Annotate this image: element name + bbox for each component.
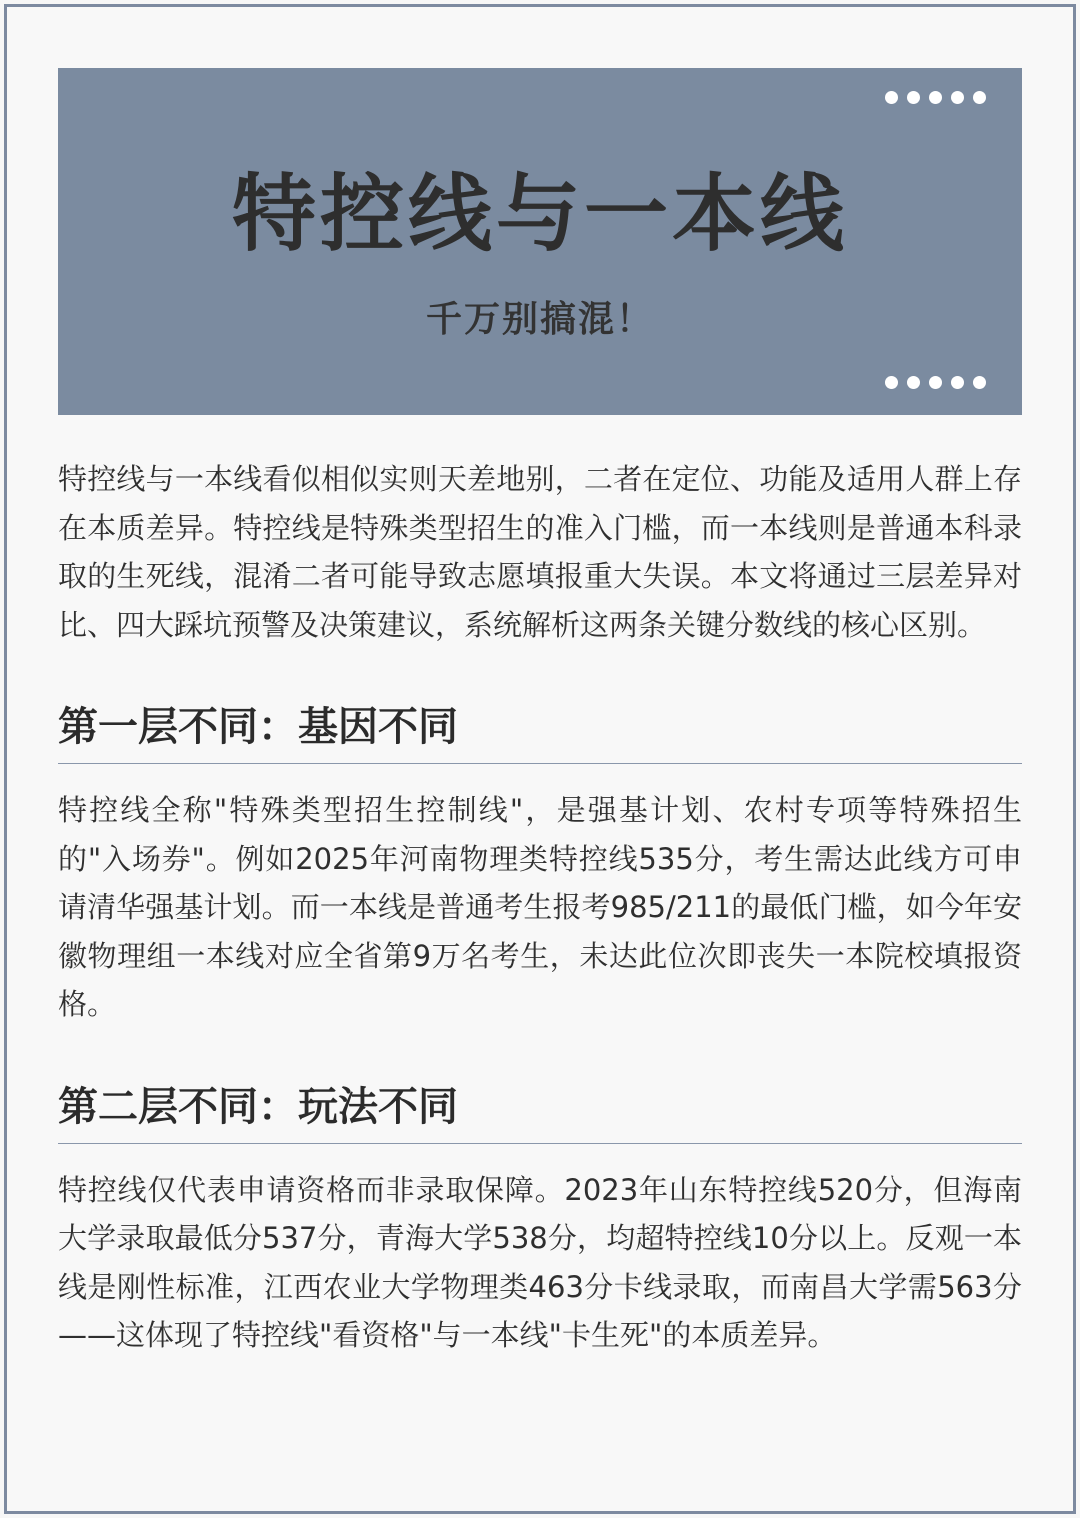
dot-icon [951,376,964,389]
section-body-2: 特控线仅代表申请资格而非录取保障。2023年山东特控线520分，但海南大学录取最低分537分，青海大学538分，均超特控线10分以上。反观一本线是刚性标准，江西农业大学物理类463分卡线录取，而南昌大学需563分——这体现了特控线"看资格"与一本线"卡生死"的本质差异。 [58,1172,1022,1352]
decorative-dots-top [885,91,986,104]
page-subtitle: 千万别搞混！ [425,299,654,340]
dot-icon [973,376,986,389]
section-heading-1: 第一层不同：基因不同 [58,707,1022,764]
page-title: 特控线与一本线 [231,165,848,263]
dot-icon [885,91,898,104]
dot-icon [929,91,942,104]
dot-icon [973,91,986,104]
intro-paragraph: 特控线与一本线看似相似实则天差地别，二者在定位、功能及适用人群上存在本质差异。特控线是特殊类型招生的准入门槛，而一本线则是普通本科录取的生死线，混淆二者可能导致志愿填报重大失误。本文将通过三层差异对比、四大踩坑预警及决策建议，系统解析这两条关键分数线的核心区别。 [58,462,1022,642]
dot-icon [951,91,964,104]
decorative-dots-bottom [885,376,986,389]
dot-icon [929,376,942,389]
header-banner [58,68,1022,415]
article-content [58,455,1022,1360]
section-body-1: 特控线全称"特殊类型招生控制线"，是强基计划、农村专项等特殊招生的"入场券"。例如2025年河南物理类特控线535分，考生需达此线方可申请清华强基计划。而一本线是普通考生报考985/211的最低门槛，如今年安徽物理组一本线对应全省第9万名考生，未达此位次即丧失一本院校填报资格。 [58,793,1022,1021]
dot-icon [885,376,898,389]
section-heading-2: 第二层不同：玩法不同 [58,1087,1022,1144]
dot-icon [907,376,920,389]
dot-icon [907,91,920,104]
